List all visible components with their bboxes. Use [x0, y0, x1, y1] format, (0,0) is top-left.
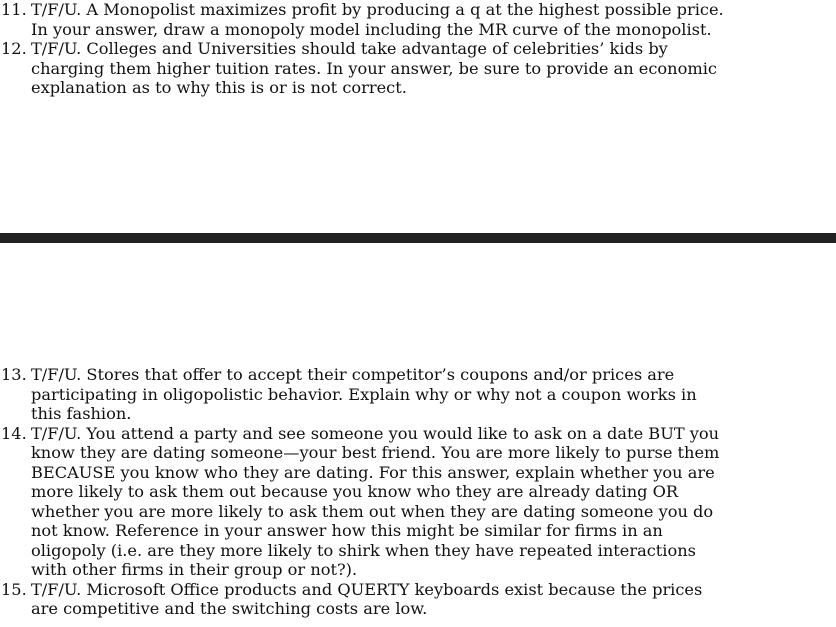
question-text-line: with other firms in their group or not?). [31, 560, 358, 579]
question-11 [0, 0, 790, 39]
question-text-line: T/F/U. A Monopolist maximizes profit by producing a q at the highest possible price. [31, 0, 724, 19]
question-text-line: more likely to ask them out because you know who they are already dating OR [31, 482, 679, 501]
question-text-line: participating in oligopolistic behavior. Explain why or why not a coupon works in [31, 384, 697, 404]
question-number: 14. [1, 423, 27, 443]
question-text-line: BECAUSE you know who they are dating. For this answer, explain whether you are [31, 462, 715, 482]
question-text-line: In your answer, draw a monopoly model including the MR curve of the monopolist. [31, 19, 712, 39]
question-text-line: T/F/U. You attend a party and see someone you would like to ask on a date BUT you [31, 423, 720, 443]
question-list-top [0, 0, 790, 98]
question-text-line: T/F/U. Stores that offer to accept their competitor’s coupons and/or prices are [31, 365, 675, 384]
question-number: 15. [1, 579, 27, 599]
question-number: 11. [1, 0, 27, 19]
question-text-line: oligopoly (i.e. are they more likely to shirk when they have repeated interactions [31, 540, 696, 560]
question-text-line: T/F/U. Microsoft Office products and QUERTY keyboards exist because the prices [31, 579, 703, 599]
question-12 [0, 39, 790, 98]
question-text-line: T/F/U. Colleges and Universities should take advantage of celebrities’ kids by [31, 39, 668, 58]
question-13 [0, 365, 790, 424]
question-text-line: charging them higher tuition rates. In your answer, be sure to provide an economic [31, 58, 717, 78]
question-text-line: know they are dating someone—your best friend. You are more likely to purse them [31, 443, 720, 462]
question-text-line: not know. Reference in your answer how this might be similar for firms in an [31, 521, 663, 540]
question-text-line: whether you are more likely to ask them out when they are dating someone you do [31, 501, 714, 521]
question-text-line: this fashion. [31, 404, 132, 423]
question-text-line: are competitive and the switching costs are low. [31, 599, 428, 618]
question-list-bottom [0, 365, 790, 619]
question-number: 12. [1, 39, 27, 58]
question-14 [0, 424, 790, 580]
question-number: 13. [1, 365, 27, 384]
question-text-line: explanation as to why this is or is not correct. [31, 78, 407, 97]
question-15 [0, 580, 790, 619]
page-divider [0, 233, 836, 243]
